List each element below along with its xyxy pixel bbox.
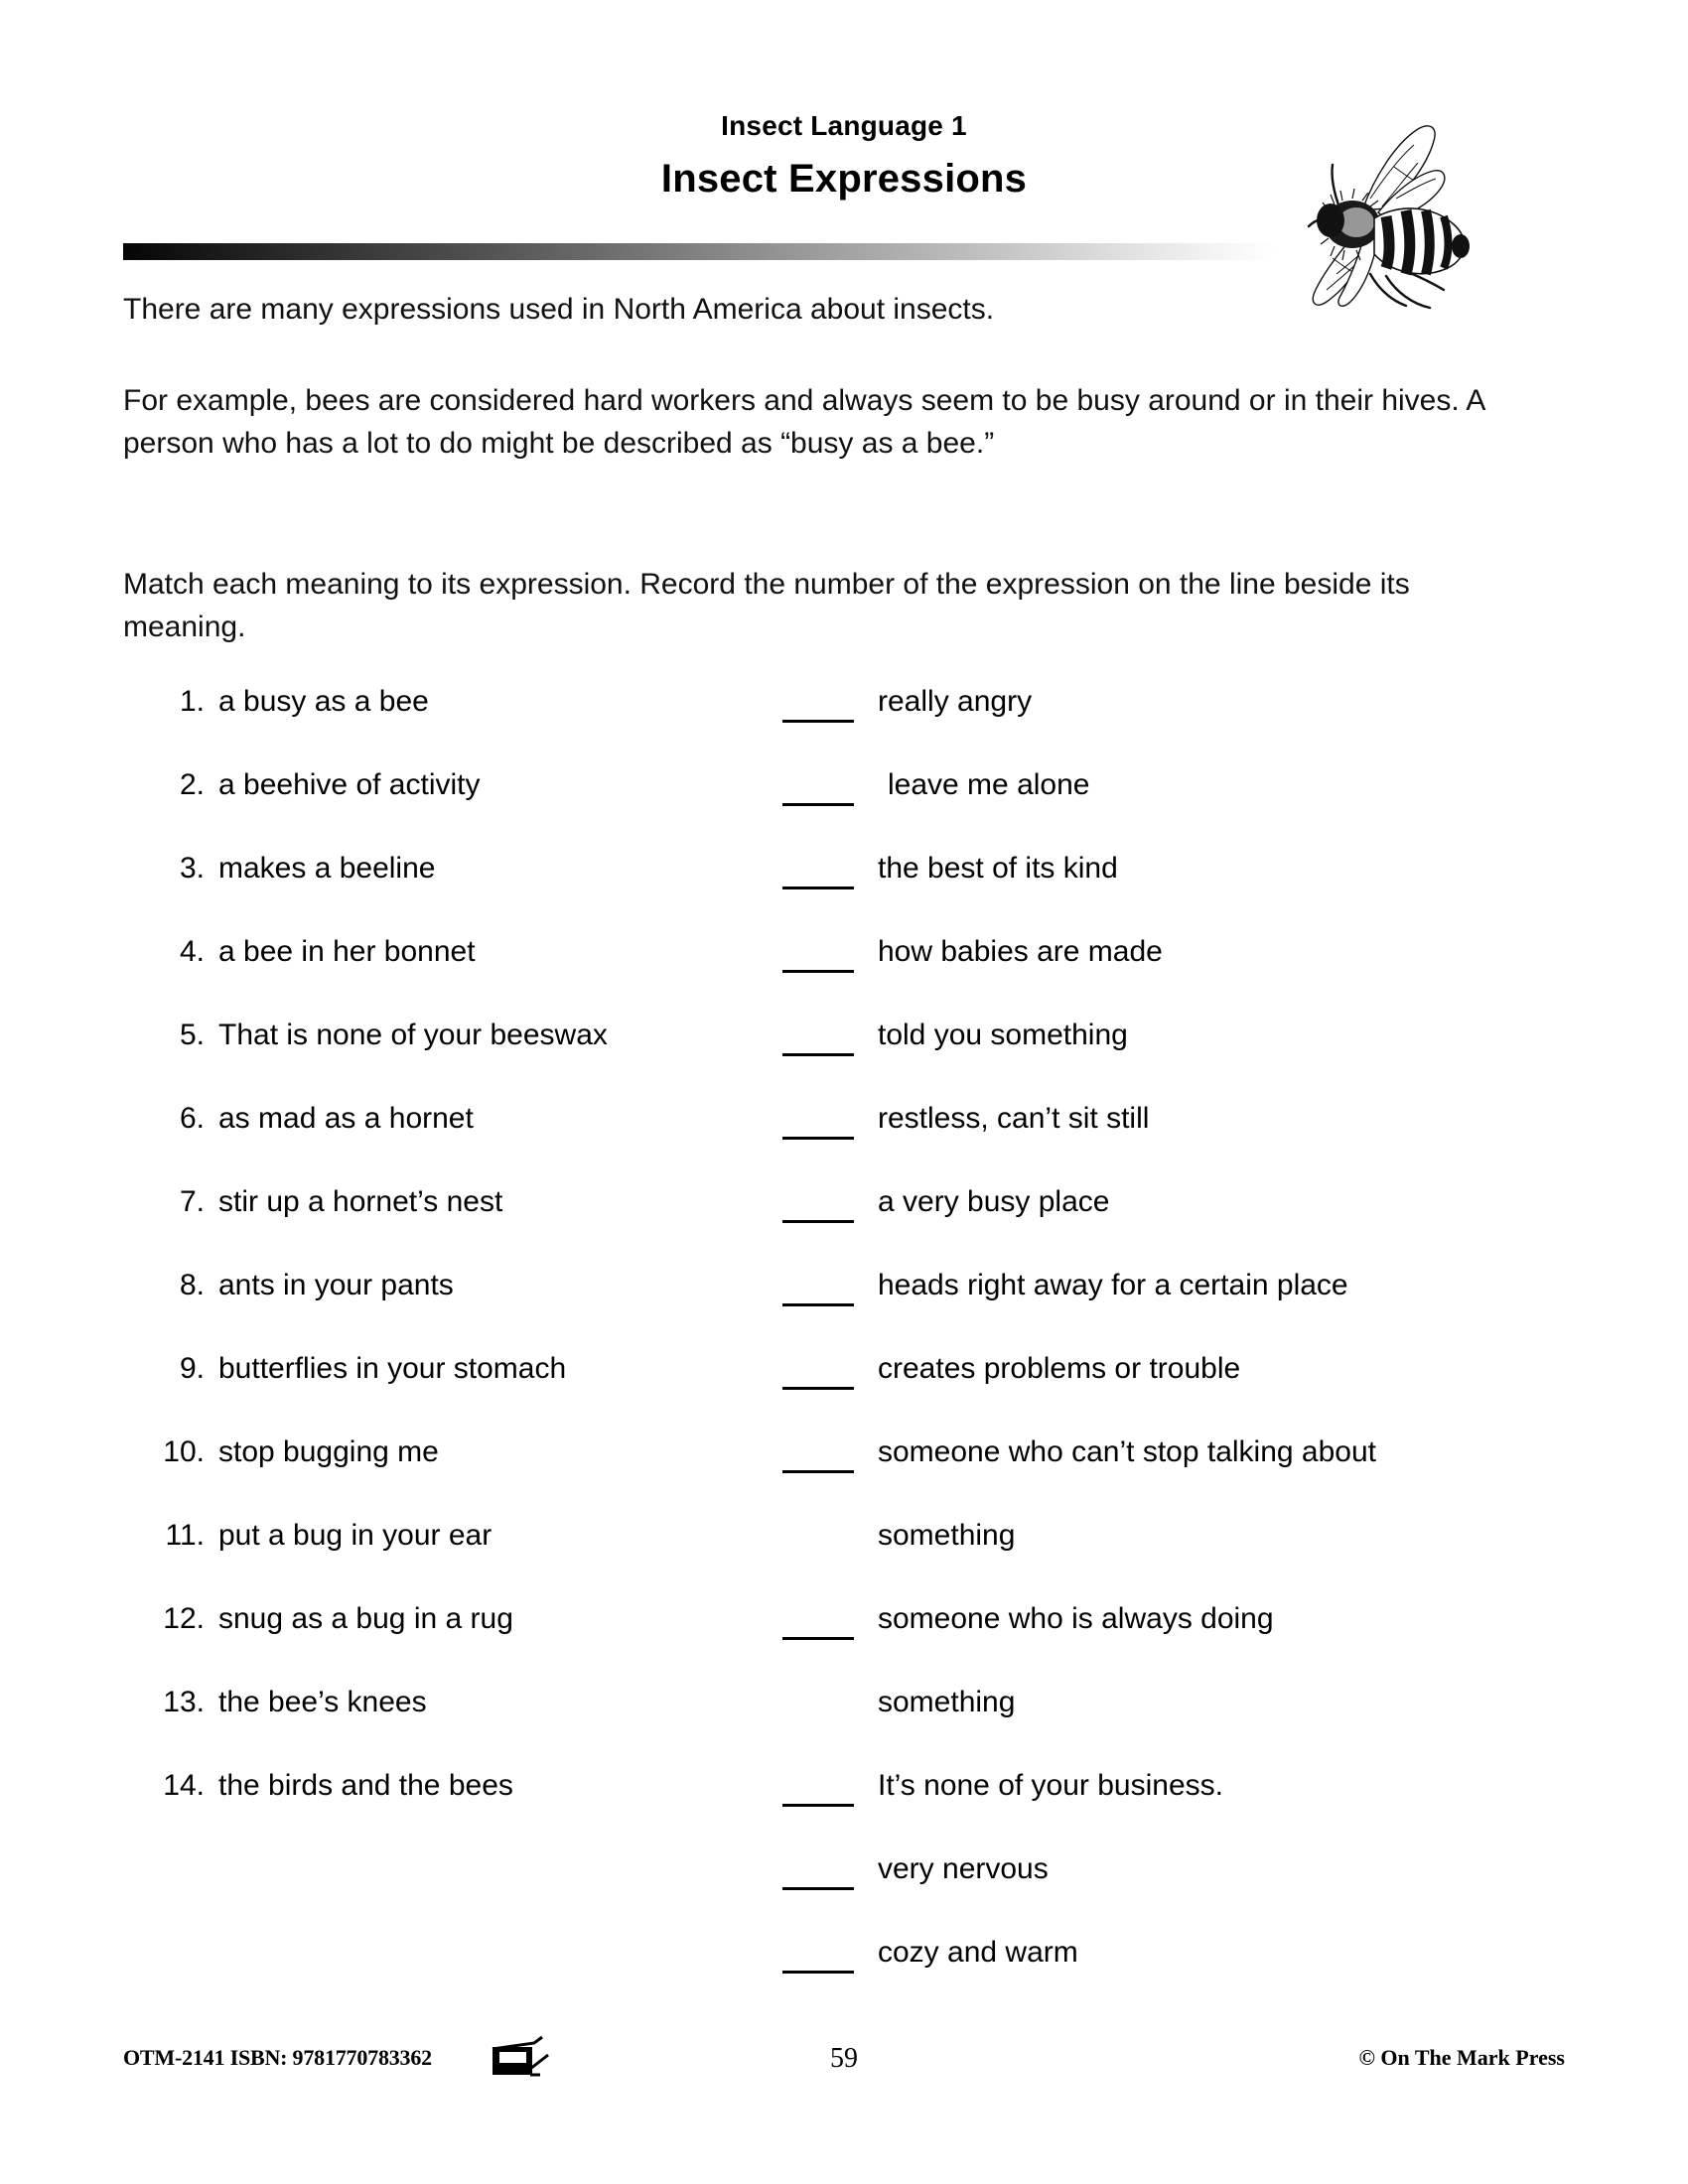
expression-number: 7. xyxy=(179,1185,205,1218)
expression-number: 13. xyxy=(163,1686,205,1718)
answer-blank-line xyxy=(782,887,854,889)
meaning-item xyxy=(782,1769,1567,1852)
footer-catalog-code: OTM-2141 ISBN: 9781770783362 xyxy=(123,2045,432,2070)
answer-blank-line xyxy=(782,1554,854,1557)
expression-number: 3. xyxy=(179,852,205,885)
meaning-text: very nervous xyxy=(878,1852,1049,1885)
meaning-text: how babies are made xyxy=(878,935,1163,968)
expression-item xyxy=(139,1435,755,1519)
expression-item xyxy=(139,685,755,768)
answer-blank[interactable] xyxy=(782,873,854,876)
answer-blank-placeholder xyxy=(782,1540,854,1543)
matching-activity xyxy=(0,685,1688,2005)
answer-blank[interactable] xyxy=(782,706,854,709)
expression-text: the bee’s knees xyxy=(218,1686,427,1718)
expression-number: 10. xyxy=(163,1435,205,1468)
meaning-item xyxy=(782,1852,1567,1936)
meaning-text: the best of its kind xyxy=(878,852,1118,885)
expression-text: a bee in her bonnet xyxy=(218,935,476,968)
meaning-text: leave me alone xyxy=(888,768,1090,801)
expression-item xyxy=(139,1269,755,1352)
answer-blank-line xyxy=(782,1053,854,1056)
expression-number: 11. xyxy=(165,1519,205,1552)
answer-blank-line xyxy=(782,970,854,973)
answer-blank[interactable] xyxy=(782,1957,854,1960)
expression-number: 12. xyxy=(163,1602,205,1635)
expression-text: stir up a hornet’s nest xyxy=(218,1185,503,1218)
meaning-text: creates problems or trouble xyxy=(878,1352,1241,1385)
expression-item xyxy=(139,768,755,852)
meaning-text: a very busy place xyxy=(878,1185,1110,1218)
meaning-text: It’s none of your business. xyxy=(878,1769,1223,1802)
expression-text: put a bug in your ear xyxy=(218,1519,492,1552)
expression-text: makes a beeline xyxy=(218,852,436,885)
footer-copyright: © On The Mark Press xyxy=(1358,2045,1565,2070)
meaning-text: really angry xyxy=(878,685,1033,718)
expression-number: 14. xyxy=(163,1769,205,1802)
expression-item xyxy=(139,1352,755,1435)
answer-blank[interactable] xyxy=(782,1206,854,1209)
page-footer xyxy=(0,2041,1688,2101)
meaning-item xyxy=(782,1602,1567,1686)
expression-item xyxy=(139,1769,755,1852)
expression-number: 5. xyxy=(179,1019,205,1051)
answer-blank[interactable] xyxy=(782,1290,854,1293)
expression-text: the birds and the bees xyxy=(218,1769,513,1802)
expression-text: That is none of your beeswax xyxy=(218,1019,608,1051)
answer-blank[interactable] xyxy=(782,1623,854,1626)
expression-item xyxy=(139,852,755,935)
answer-blank[interactable] xyxy=(782,956,854,959)
meaning-item xyxy=(782,1102,1567,1185)
meaning-item xyxy=(782,685,1567,768)
intro-paragraph: There are many expressions used in North America about insects. xyxy=(123,293,995,326)
expression-text: snug as a bug in a rug xyxy=(218,1602,513,1635)
meaning-text: something xyxy=(878,1519,1016,1552)
page-number: 59 xyxy=(830,2043,858,2074)
meaning-text: someone who is always doing xyxy=(878,1602,1274,1635)
expression-text: ants in your pants xyxy=(218,1269,454,1301)
answer-blank[interactable] xyxy=(782,1373,854,1376)
expression-number: 2. xyxy=(179,768,205,801)
instructions-paragraph: Match each meaning to its expression. Record the number of the expression on the line beside its meaning. xyxy=(123,568,1410,643)
meaning-item xyxy=(782,1269,1567,1352)
answer-blank-line xyxy=(782,1637,854,1640)
expression-number: 8. xyxy=(179,1269,205,1301)
expression-text: stop bugging me xyxy=(218,1435,439,1468)
answer-blank[interactable] xyxy=(782,1790,854,1793)
answer-blank-line xyxy=(782,1387,854,1390)
answer-blank-line xyxy=(782,1971,854,1974)
meaning-text: something xyxy=(878,1686,1016,1718)
answer-blank-line xyxy=(782,1303,854,1306)
expression-number: 9. xyxy=(179,1352,205,1385)
meaning-item xyxy=(782,1352,1567,1435)
example-paragraph: For example, bees are considered hard workers and always seem to be busy around or in their hives. A person who has a lot to do might be described as “busy as a bee.” xyxy=(123,384,1484,460)
section-kicker: Insect Language 1 xyxy=(721,110,967,141)
expression-number: 4. xyxy=(179,935,205,968)
answer-blank[interactable] xyxy=(782,1123,854,1126)
meaning-text: someone who can’t stop talking about xyxy=(878,1435,1376,1468)
bee-illustration-icon xyxy=(1279,107,1477,326)
answer-blank-line xyxy=(782,1887,854,1890)
answer-blank-line xyxy=(782,1220,854,1223)
meaning-item xyxy=(782,1435,1567,1519)
answer-blank-line xyxy=(782,720,854,723)
meaning-item xyxy=(782,935,1567,1019)
expression-number: 6. xyxy=(179,1102,205,1135)
meaning-item xyxy=(782,1185,1567,1269)
expression-text: a beehive of activity xyxy=(218,768,481,801)
answer-blank-line xyxy=(782,1720,854,1723)
answer-blank[interactable] xyxy=(782,1456,854,1459)
expression-item xyxy=(139,1019,755,1102)
answer-blank-line xyxy=(782,1804,854,1807)
meaning-text: heads right away for a certain place xyxy=(878,1269,1348,1301)
expression-item xyxy=(139,935,755,1019)
expression-item xyxy=(139,1519,755,1602)
expression-item xyxy=(139,1102,755,1185)
answer-blank[interactable] xyxy=(782,1873,854,1876)
expression-number: 1. xyxy=(179,685,205,718)
meanings-column xyxy=(782,685,1567,2019)
meaning-text: cozy and warm xyxy=(878,1936,1078,1969)
header-gradient-rule xyxy=(123,243,1275,260)
answer-blank[interactable] xyxy=(782,1039,854,1042)
meaning-item xyxy=(782,1019,1567,1102)
meaning-item-continuation xyxy=(782,1519,1567,1602)
answer-blank-line xyxy=(782,1470,854,1473)
answer-blank-line xyxy=(782,803,854,806)
expression-item xyxy=(139,1185,755,1269)
answer-blank-line xyxy=(782,1137,854,1140)
expression-item xyxy=(139,1686,755,1769)
meaning-item xyxy=(782,852,1567,935)
page-title: Insect Expressions xyxy=(660,156,1028,201)
expression-text: butterflies in your stomach xyxy=(218,1352,567,1385)
expressions-column xyxy=(139,685,755,1852)
answer-blank[interactable] xyxy=(782,789,854,792)
expression-text: a busy as a bee xyxy=(218,685,429,718)
answer-blank-placeholder xyxy=(782,1706,854,1709)
meaning-item xyxy=(782,768,1567,852)
meaning-item xyxy=(782,1936,1567,2019)
meaning-text: told you something xyxy=(878,1019,1128,1051)
meaning-item-continuation xyxy=(782,1686,1567,1769)
expression-item xyxy=(139,1602,755,1686)
expression-text: as mad as a hornet xyxy=(218,1102,474,1135)
meaning-text: restless, can’t sit still xyxy=(878,1102,1150,1135)
